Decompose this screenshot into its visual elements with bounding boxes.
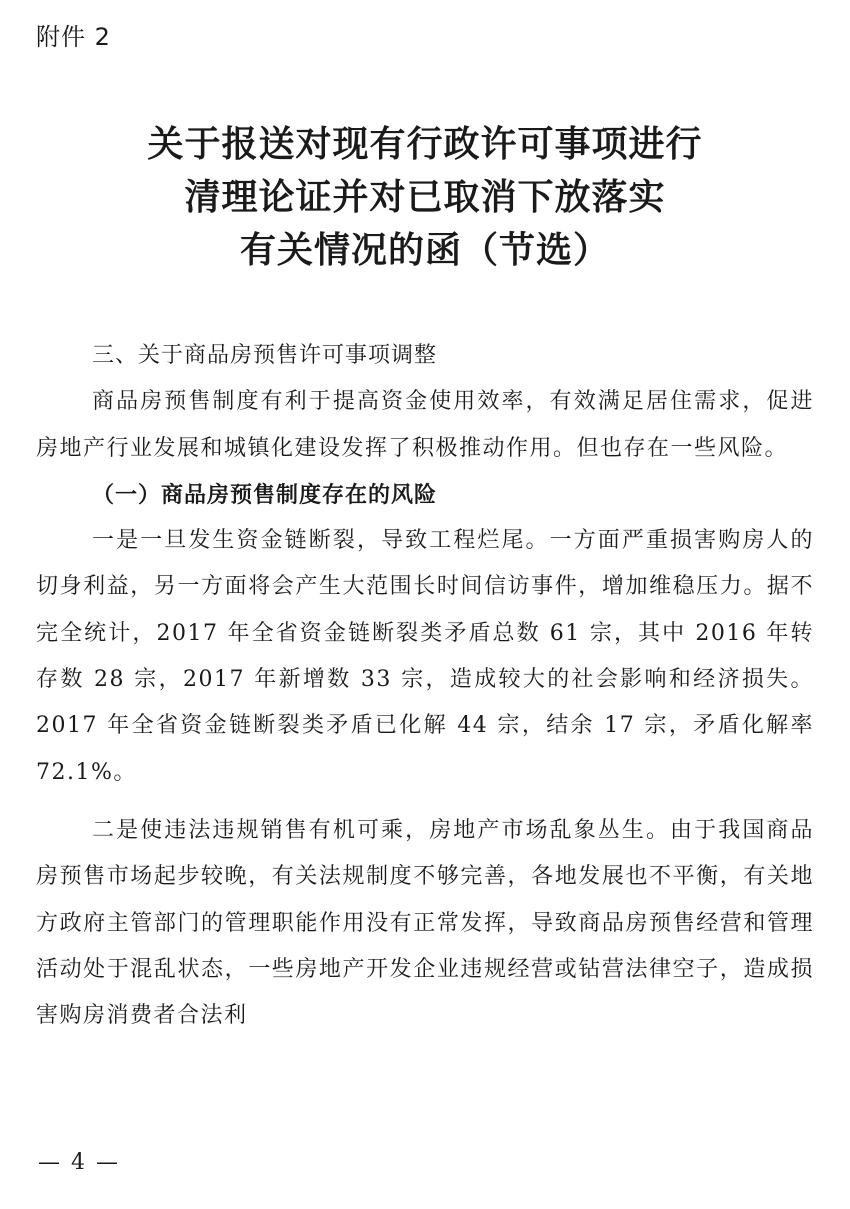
risk-one-paragraph: 一是一旦发生资金链断裂，导致工程烂尾。一方面严重损害购房人的切身利益，另一方面将会产生大范围长时间信访事件，增加维稳压力。据不完全统计，2017 年全省资金链断裂类矛盾总数 61 宗，其中 2016 年转存数 28 宗，2017 年新增数 33 宗，造成较大的社会影响和经济损失。2017 年全省资金链断裂类矛盾已化解 44 宗，结余 17 宗，矛盾化解率 72.1%。	[36, 528, 814, 785]
attachment-label: 附件 2	[36, 23, 111, 51]
title-line-2: 清理论证并对已取消下放落实	[184, 176, 666, 218]
page-number: — 4 —	[38, 1150, 120, 1175]
document-title	[0, 118, 850, 277]
document-body	[36, 333, 814, 1039]
title-line-3: 有关情况的函（节选）	[239, 229, 610, 271]
title-line-1: 关于报送对现有行政许可事项进行	[147, 123, 703, 165]
risk-two-paragraph: 二是使违法违规销售有机可乘，房地产市场乱象丛生。由于我国商品房预售市场起步较晚，有关法规制度不够完善，各地发展也不平衡，有关地方政府主管部门的管理职能作用没有正常发挥，导致商品房预售经营和管理活动处于混乱状态，一些房地产开发企业违规经营或钻营法律空子，造成损害购房消费者合法利	[36, 817, 814, 1029]
subsection-heading: （一）商品房预售制度存在的风险	[92, 481, 438, 508]
intro-paragraph: 商品房预售制度有利于提高资金使用效率，有效满足居住需求，促进房地产行业发展和城镇化建设发挥了积极推动作用。但也存在一些风险。	[36, 389, 814, 461]
section-heading: 三、关于商品房预售许可事项调整	[92, 343, 438, 368]
